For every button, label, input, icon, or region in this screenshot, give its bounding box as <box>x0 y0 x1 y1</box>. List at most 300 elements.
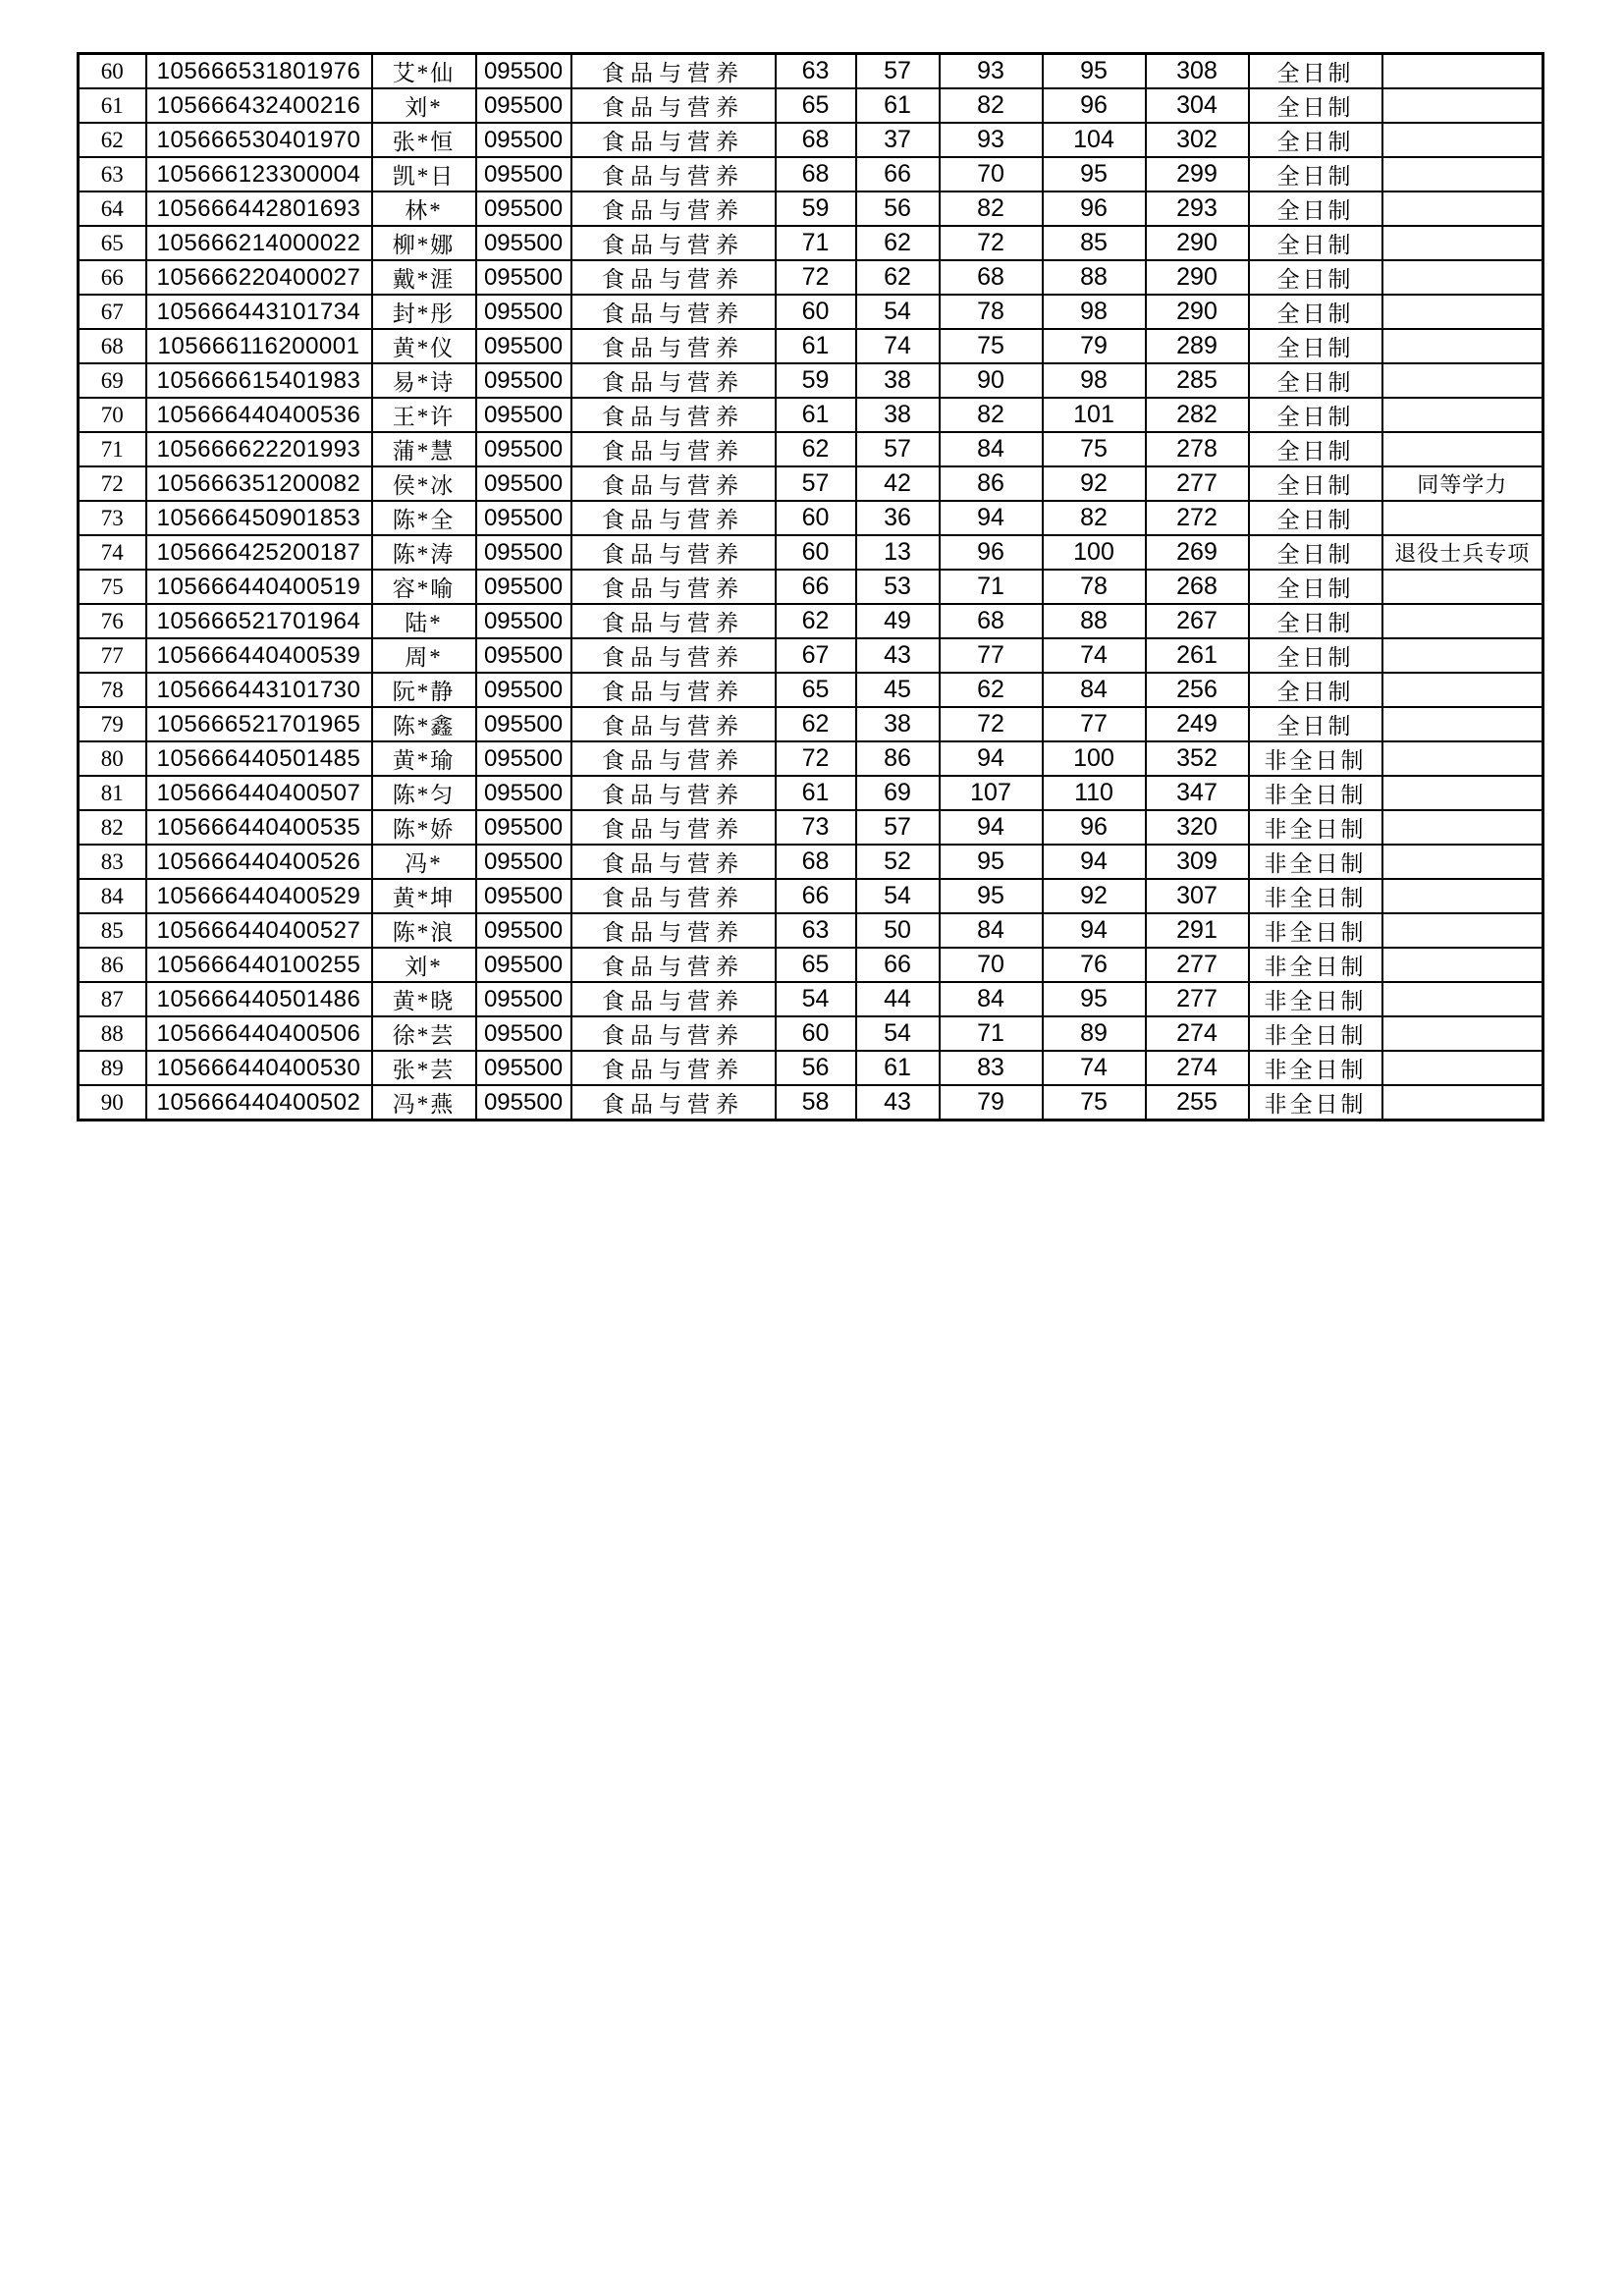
cell-candidate-name: 张*恒 <box>372 123 476 157</box>
cell-total-score: 278 <box>1146 432 1249 466</box>
cell-major-name: 食品与营养 <box>571 1016 776 1051</box>
cell-score-1: 65 <box>776 88 856 123</box>
cell-score-1: 65 <box>776 673 856 707</box>
table-row <box>79 329 1543 363</box>
cell-candidate-name: 徐*芸 <box>372 1016 476 1051</box>
cell-major-code: 095500 <box>476 776 571 810</box>
cell-candidate-id: 105666440501485 <box>146 741 372 776</box>
cell-total-score: 249 <box>1146 707 1249 741</box>
cell-row-number: 80 <box>79 741 146 776</box>
cell-score-4: 100 <box>1043 535 1146 570</box>
cell-score-3: 78 <box>940 295 1043 329</box>
cell-major-code: 095500 <box>476 123 571 157</box>
table-row <box>79 432 1543 466</box>
cell-score-1: 68 <box>776 157 856 191</box>
cell-study-mode: 全日制 <box>1249 88 1382 123</box>
cell-candidate-name: 冯* <box>372 845 476 879</box>
cell-score-2: 61 <box>856 88 940 123</box>
cell-row-number: 87 <box>79 982 146 1016</box>
cell-total-score: 289 <box>1146 329 1249 363</box>
cell-score-2: 38 <box>856 363 940 398</box>
cell-major-name: 食品与营养 <box>571 913 776 948</box>
cell-major-name: 食品与营养 <box>571 948 776 982</box>
cell-study-mode: 全日制 <box>1249 54 1382 89</box>
cell-score-3: 94 <box>940 810 1043 845</box>
cell-remark <box>1382 363 1543 398</box>
cell-study-mode: 全日制 <box>1249 226 1382 260</box>
cell-row-number: 60 <box>79 54 146 89</box>
cell-score-2: 62 <box>856 226 940 260</box>
cell-major-name: 食品与营养 <box>571 329 776 363</box>
table-row <box>79 226 1543 260</box>
cell-score-1: 54 <box>776 982 856 1016</box>
cell-score-4: 96 <box>1043 88 1146 123</box>
cell-remark <box>1382 913 1543 948</box>
cell-candidate-id: 105666440400506 <box>146 1016 372 1051</box>
cell-remark <box>1382 982 1543 1016</box>
cell-major-name: 食品与营养 <box>571 295 776 329</box>
cell-row-number: 65 <box>79 226 146 260</box>
cell-major-code: 095500 <box>476 54 571 89</box>
cell-candidate-name: 周* <box>372 638 476 673</box>
cell-major-name: 食品与营养 <box>571 363 776 398</box>
cell-row-number: 64 <box>79 191 146 226</box>
cell-major-code: 095500 <box>476 191 571 226</box>
cell-candidate-id: 105666521701965 <box>146 707 372 741</box>
cell-candidate-name: 陈*浪 <box>372 913 476 948</box>
cell-remark <box>1382 295 1543 329</box>
table-row <box>79 466 1543 501</box>
cell-major-name: 食品与营养 <box>571 845 776 879</box>
cell-score-3: 79 <box>940 1085 1043 1121</box>
cell-score-3: 94 <box>940 501 1043 535</box>
cell-remark <box>1382 1016 1543 1051</box>
cell-major-code: 095500 <box>476 260 571 295</box>
table-row <box>79 88 1543 123</box>
cell-row-number: 78 <box>79 673 146 707</box>
cell-score-3: 96 <box>940 535 1043 570</box>
cell-candidate-id: 105666615401983 <box>146 363 372 398</box>
cell-remark <box>1382 1085 1543 1121</box>
admission-results-table <box>77 52 1544 1121</box>
cell-total-score: 277 <box>1146 948 1249 982</box>
cell-score-3: 93 <box>940 54 1043 89</box>
cell-score-1: 59 <box>776 363 856 398</box>
table-row <box>79 741 1543 776</box>
cell-score-3: 95 <box>940 845 1043 879</box>
cell-score-1: 62 <box>776 604 856 638</box>
cell-candidate-id: 105666440400507 <box>146 776 372 810</box>
cell-score-3: 94 <box>940 741 1043 776</box>
cell-score-3: 95 <box>940 879 1043 913</box>
cell-candidate-id: 105666220400027 <box>146 260 372 295</box>
cell-candidate-name: 王*许 <box>372 398 476 432</box>
cell-score-2: 57 <box>856 54 940 89</box>
cell-score-1: 61 <box>776 398 856 432</box>
cell-row-number: 68 <box>79 329 146 363</box>
cell-major-name: 食品与营养 <box>571 741 776 776</box>
table-row <box>79 535 1543 570</box>
cell-score-2: 42 <box>856 466 940 501</box>
cell-score-3: 90 <box>940 363 1043 398</box>
cell-score-4: 75 <box>1043 432 1146 466</box>
cell-score-4: 96 <box>1043 191 1146 226</box>
cell-study-mode: 非全日制 <box>1249 879 1382 913</box>
cell-study-mode: 全日制 <box>1249 638 1382 673</box>
cell-study-mode: 全日制 <box>1249 501 1382 535</box>
cell-score-4: 88 <box>1043 604 1146 638</box>
cell-candidate-name: 易*诗 <box>372 363 476 398</box>
cell-major-name: 食品与营养 <box>571 638 776 673</box>
cell-score-2: 49 <box>856 604 940 638</box>
cell-study-mode: 全日制 <box>1249 673 1382 707</box>
cell-major-code: 095500 <box>476 432 571 466</box>
cell-major-name: 食品与营养 <box>571 707 776 741</box>
cell-score-3: 84 <box>940 982 1043 1016</box>
cell-score-3: 62 <box>940 673 1043 707</box>
cell-candidate-id: 105666622201993 <box>146 432 372 466</box>
cell-candidate-id: 105666351200082 <box>146 466 372 501</box>
cell-remark <box>1382 329 1543 363</box>
cell-candidate-name: 戴*涯 <box>372 260 476 295</box>
cell-study-mode: 全日制 <box>1249 329 1382 363</box>
cell-remark: 退役士兵专项 <box>1382 535 1543 570</box>
cell-candidate-name: 凯*日 <box>372 157 476 191</box>
cell-score-4: 100 <box>1043 741 1146 776</box>
cell-major-name: 食品与营养 <box>571 226 776 260</box>
cell-candidate-id: 105666531801976 <box>146 54 372 89</box>
cell-remark <box>1382 845 1543 879</box>
cell-total-score: 274 <box>1146 1051 1249 1085</box>
cell-study-mode: 非全日制 <box>1249 1051 1382 1085</box>
cell-total-score: 307 <box>1146 879 1249 913</box>
cell-study-mode: 全日制 <box>1249 535 1382 570</box>
cell-candidate-id: 105666440400527 <box>146 913 372 948</box>
cell-score-4: 95 <box>1043 54 1146 89</box>
cell-score-1: 56 <box>776 1051 856 1085</box>
cell-row-number: 84 <box>79 879 146 913</box>
table-row <box>79 948 1543 982</box>
cell-candidate-id: 105666440400502 <box>146 1085 372 1121</box>
cell-remark <box>1382 54 1543 89</box>
cell-score-2: 44 <box>856 982 940 1016</box>
cell-major-code: 095500 <box>476 948 571 982</box>
cell-candidate-id: 105666440400519 <box>146 570 372 604</box>
table-row <box>79 501 1543 535</box>
cell-row-number: 81 <box>79 776 146 810</box>
cell-major-code: 095500 <box>476 535 571 570</box>
cell-score-4: 98 <box>1043 363 1146 398</box>
cell-score-4: 77 <box>1043 707 1146 741</box>
cell-score-1: 60 <box>776 295 856 329</box>
cell-score-2: 37 <box>856 123 940 157</box>
cell-row-number: 82 <box>79 810 146 845</box>
cell-candidate-name: 陆* <box>372 604 476 638</box>
cell-score-4: 92 <box>1043 879 1146 913</box>
cell-remark <box>1382 673 1543 707</box>
cell-study-mode: 全日制 <box>1249 157 1382 191</box>
table-row <box>79 604 1543 638</box>
cell-score-4: 85 <box>1043 226 1146 260</box>
cell-score-1: 72 <box>776 741 856 776</box>
cell-score-2: 54 <box>856 1016 940 1051</box>
cell-score-2: 54 <box>856 295 940 329</box>
cell-score-1: 65 <box>776 948 856 982</box>
cell-candidate-id: 105666440400539 <box>146 638 372 673</box>
cell-remark <box>1382 741 1543 776</box>
table-row <box>79 673 1543 707</box>
cell-score-1: 58 <box>776 1085 856 1121</box>
cell-score-2: 57 <box>856 810 940 845</box>
cell-score-3: 71 <box>940 570 1043 604</box>
cell-candidate-name: 陈*涛 <box>372 535 476 570</box>
cell-major-name: 食品与营养 <box>571 1085 776 1121</box>
cell-remark <box>1382 501 1543 535</box>
cell-total-score: 290 <box>1146 226 1249 260</box>
cell-total-score: 290 <box>1146 260 1249 295</box>
cell-score-3: 72 <box>940 707 1043 741</box>
cell-major-name: 食品与营养 <box>571 466 776 501</box>
cell-study-mode: 非全日制 <box>1249 741 1382 776</box>
cell-score-2: 53 <box>856 570 940 604</box>
cell-score-2: 43 <box>856 638 940 673</box>
cell-study-mode: 非全日制 <box>1249 776 1382 810</box>
cell-score-4: 95 <box>1043 157 1146 191</box>
table-row <box>79 1051 1543 1085</box>
cell-score-4: 74 <box>1043 638 1146 673</box>
cell-major-name: 食品与营养 <box>571 776 776 810</box>
table-row <box>79 570 1543 604</box>
cell-candidate-id: 105666440400530 <box>146 1051 372 1085</box>
cell-score-3: 82 <box>940 191 1043 226</box>
cell-remark <box>1382 810 1543 845</box>
cell-study-mode: 全日制 <box>1249 707 1382 741</box>
table-row <box>79 982 1543 1016</box>
cell-score-3: 75 <box>940 329 1043 363</box>
table-row <box>79 157 1543 191</box>
cell-score-2: 69 <box>856 776 940 810</box>
cell-score-4: 94 <box>1043 913 1146 948</box>
cell-remark <box>1382 707 1543 741</box>
cell-remark <box>1382 638 1543 673</box>
cell-total-score: 352 <box>1146 741 1249 776</box>
table-body <box>79 54 1543 1121</box>
cell-score-4: 101 <box>1043 398 1146 432</box>
cell-candidate-name: 黄*瑜 <box>372 741 476 776</box>
cell-score-4: 79 <box>1043 329 1146 363</box>
cell-major-code: 095500 <box>476 638 571 673</box>
cell-score-3: 82 <box>940 88 1043 123</box>
cell-score-4: 110 <box>1043 776 1146 810</box>
cell-row-number: 70 <box>79 398 146 432</box>
cell-candidate-id: 105666440501486 <box>146 982 372 1016</box>
cell-study-mode: 全日制 <box>1249 432 1382 466</box>
cell-score-4: 84 <box>1043 673 1146 707</box>
table-row <box>79 363 1543 398</box>
cell-row-number: 75 <box>79 570 146 604</box>
cell-row-number: 90 <box>79 1085 146 1121</box>
cell-major-code: 095500 <box>476 1051 571 1085</box>
cell-major-code: 095500 <box>476 295 571 329</box>
cell-score-3: 83 <box>940 1051 1043 1085</box>
table-row <box>79 810 1543 845</box>
cell-candidate-id: 105666440400526 <box>146 845 372 879</box>
cell-score-2: 57 <box>856 432 940 466</box>
cell-score-1: 68 <box>776 123 856 157</box>
cell-row-number: 89 <box>79 1051 146 1085</box>
cell-total-score: 302 <box>1146 123 1249 157</box>
cell-candidate-id: 105666521701964 <box>146 604 372 638</box>
cell-total-score: 277 <box>1146 466 1249 501</box>
cell-study-mode: 全日制 <box>1249 398 1382 432</box>
cell-score-1: 71 <box>776 226 856 260</box>
cell-remark <box>1382 123 1543 157</box>
cell-candidate-id: 105666432400216 <box>146 88 372 123</box>
cell-score-4: 74 <box>1043 1051 1146 1085</box>
cell-score-3: 93 <box>940 123 1043 157</box>
cell-row-number: 76 <box>79 604 146 638</box>
cell-total-score: 347 <box>1146 776 1249 810</box>
cell-row-number: 86 <box>79 948 146 982</box>
table-row <box>79 1016 1543 1051</box>
cell-score-1: 60 <box>776 501 856 535</box>
cell-score-2: 38 <box>856 707 940 741</box>
cell-remark <box>1382 226 1543 260</box>
cell-score-2: 43 <box>856 1085 940 1121</box>
cell-major-name: 食品与营养 <box>571 604 776 638</box>
cell-candidate-name: 封*彤 <box>372 295 476 329</box>
cell-study-mode: 全日制 <box>1249 466 1382 501</box>
cell-major-name: 食品与营养 <box>571 398 776 432</box>
cell-score-1: 60 <box>776 1016 856 1051</box>
cell-score-2: 56 <box>856 191 940 226</box>
cell-major-code: 095500 <box>476 157 571 191</box>
cell-row-number: 72 <box>79 466 146 501</box>
cell-candidate-name: 黄*晓 <box>372 982 476 1016</box>
cell-major-name: 食品与营养 <box>571 123 776 157</box>
cell-row-number: 73 <box>79 501 146 535</box>
cell-candidate-name: 侯*冰 <box>372 466 476 501</box>
cell-candidate-id: 105666530401970 <box>146 123 372 157</box>
cell-total-score: 268 <box>1146 570 1249 604</box>
cell-row-number: 77 <box>79 638 146 673</box>
cell-score-1: 67 <box>776 638 856 673</box>
cell-total-score: 308 <box>1146 54 1249 89</box>
cell-remark <box>1382 260 1543 295</box>
cell-candidate-name: 陈*娇 <box>372 810 476 845</box>
cell-score-3: 68 <box>940 260 1043 295</box>
cell-candidate-id: 105666440100255 <box>146 948 372 982</box>
cell-row-number: 74 <box>79 535 146 570</box>
cell-row-number: 62 <box>79 123 146 157</box>
cell-score-3: 70 <box>940 948 1043 982</box>
cell-study-mode: 全日制 <box>1249 295 1382 329</box>
table-row <box>79 913 1543 948</box>
cell-row-number: 66 <box>79 260 146 295</box>
table-row <box>79 260 1543 295</box>
cell-study-mode: 全日制 <box>1249 604 1382 638</box>
cell-score-1: 57 <box>776 466 856 501</box>
cell-major-code: 095500 <box>476 363 571 398</box>
table-row <box>79 295 1543 329</box>
cell-study-mode: 全日制 <box>1249 191 1382 226</box>
cell-score-1: 60 <box>776 535 856 570</box>
cell-candidate-id: 105666123300004 <box>146 157 372 191</box>
cell-major-code: 095500 <box>476 707 571 741</box>
cell-score-3: 77 <box>940 638 1043 673</box>
cell-total-score: 261 <box>1146 638 1249 673</box>
cell-score-3: 71 <box>940 1016 1043 1051</box>
cell-score-2: 86 <box>856 741 940 776</box>
cell-total-score: 277 <box>1146 982 1249 1016</box>
cell-row-number: 63 <box>79 157 146 191</box>
cell-remark <box>1382 604 1543 638</box>
cell-major-name: 食品与营养 <box>571 1051 776 1085</box>
cell-score-1: 68 <box>776 845 856 879</box>
cell-row-number: 79 <box>79 707 146 741</box>
cell-candidate-name: 林* <box>372 191 476 226</box>
cell-score-2: 62 <box>856 260 940 295</box>
cell-candidate-name: 陈*全 <box>372 501 476 535</box>
cell-major-name: 食品与营养 <box>571 570 776 604</box>
cell-remark <box>1382 157 1543 191</box>
cell-total-score: 256 <box>1146 673 1249 707</box>
cell-study-mode: 全日制 <box>1249 570 1382 604</box>
cell-major-code: 095500 <box>476 501 571 535</box>
cell-row-number: 83 <box>79 845 146 879</box>
cell-candidate-name: 黄*坤 <box>372 879 476 913</box>
cell-candidate-name: 黄*仪 <box>372 329 476 363</box>
cell-major-code: 095500 <box>476 982 571 1016</box>
cell-candidate-name: 陈*匀 <box>372 776 476 810</box>
cell-score-3: 107 <box>940 776 1043 810</box>
cell-row-number: 85 <box>79 913 146 948</box>
cell-total-score: 285 <box>1146 363 1249 398</box>
cell-score-2: 54 <box>856 879 940 913</box>
cell-major-name: 食品与营养 <box>571 260 776 295</box>
cell-major-name: 食品与营养 <box>571 810 776 845</box>
cell-candidate-id: 105666450901853 <box>146 501 372 535</box>
cell-score-2: 74 <box>856 329 940 363</box>
cell-study-mode: 非全日制 <box>1249 1016 1382 1051</box>
cell-row-number: 61 <box>79 88 146 123</box>
cell-major-name: 食品与营养 <box>571 879 776 913</box>
cell-remark <box>1382 88 1543 123</box>
cell-major-code: 095500 <box>476 226 571 260</box>
cell-score-1: 59 <box>776 191 856 226</box>
cell-study-mode: 非全日制 <box>1249 810 1382 845</box>
cell-score-4: 75 <box>1043 1085 1146 1121</box>
cell-score-2: 66 <box>856 157 940 191</box>
cell-score-4: 95 <box>1043 982 1146 1016</box>
cell-major-code: 095500 <box>476 673 571 707</box>
cell-total-score: 267 <box>1146 604 1249 638</box>
cell-major-code: 095500 <box>476 466 571 501</box>
cell-score-3: 84 <box>940 432 1043 466</box>
cell-score-4: 92 <box>1043 466 1146 501</box>
cell-study-mode: 非全日制 <box>1249 845 1382 879</box>
cell-candidate-name: 刘* <box>372 948 476 982</box>
cell-score-3: 72 <box>940 226 1043 260</box>
cell-remark <box>1382 879 1543 913</box>
cell-major-code: 095500 <box>476 398 571 432</box>
cell-remark: 同等学力 <box>1382 466 1543 501</box>
cell-candidate-id: 105666443101734 <box>146 295 372 329</box>
cell-candidate-id: 105666440400535 <box>146 810 372 845</box>
cell-candidate-name: 容*喻 <box>372 570 476 604</box>
cell-candidate-name: 冯*燕 <box>372 1085 476 1121</box>
table-row <box>79 707 1543 741</box>
